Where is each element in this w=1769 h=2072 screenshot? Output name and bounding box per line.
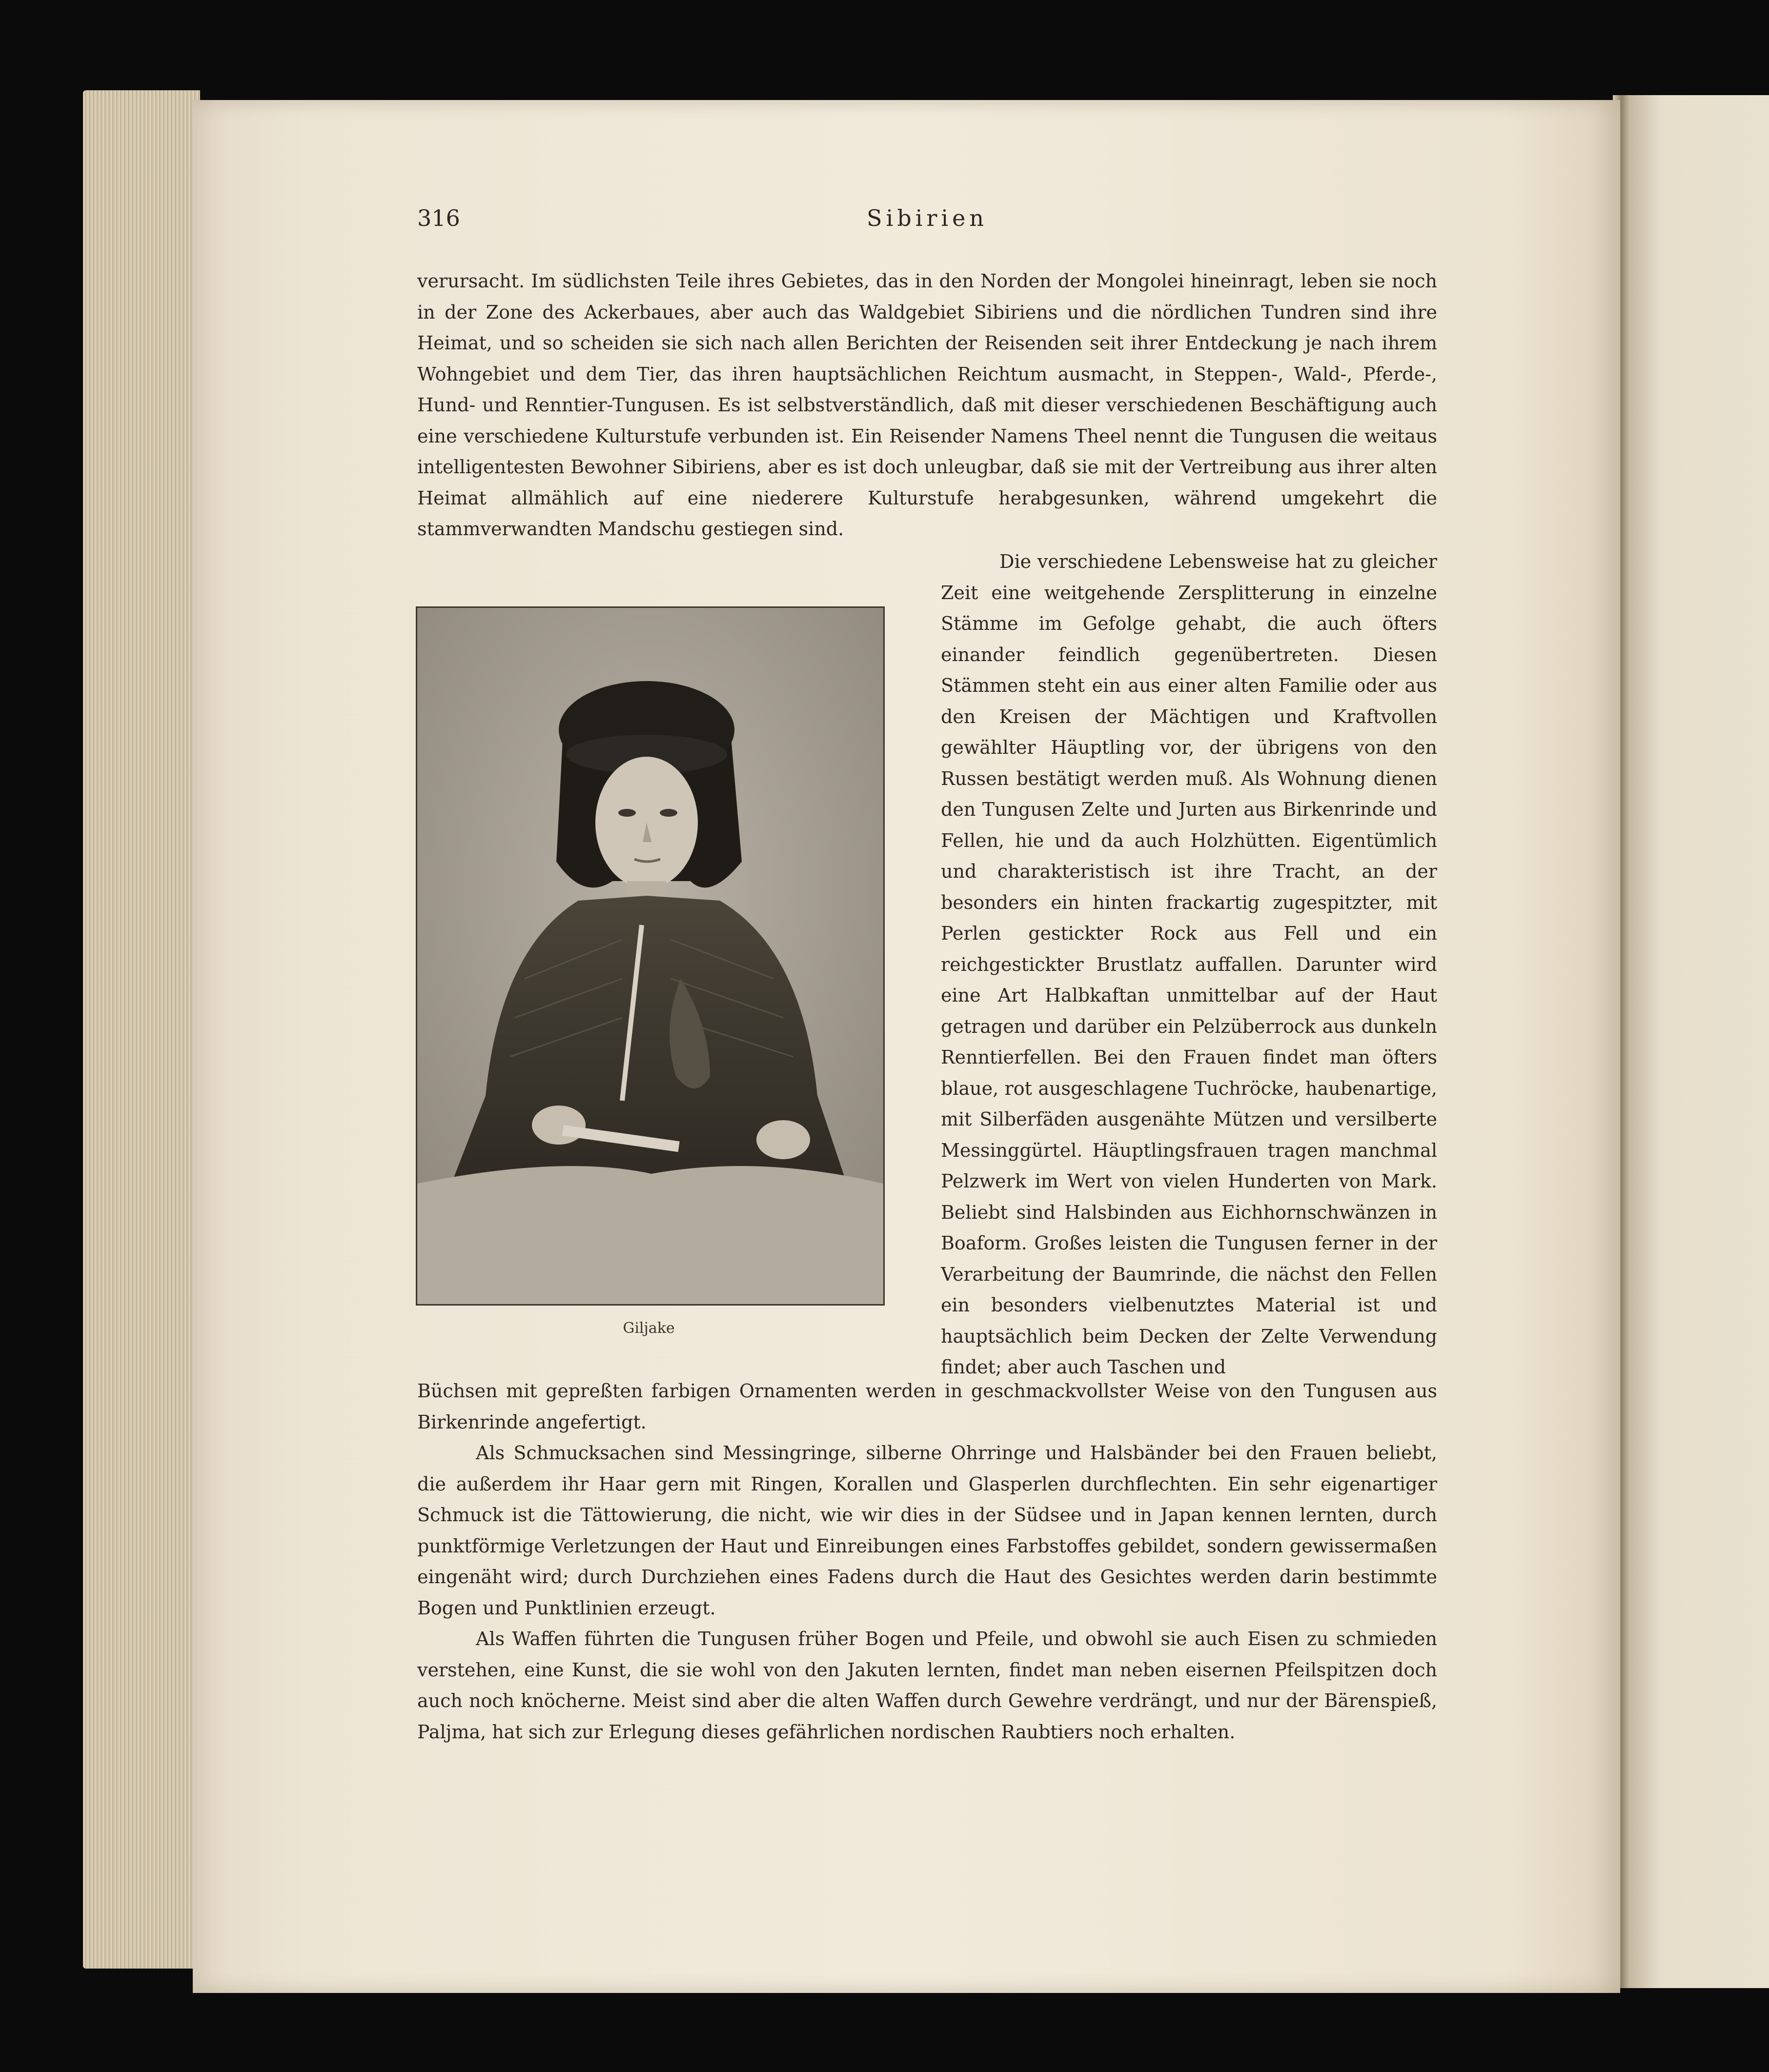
paragraph-4: Als Waffen führten die Tungusen früher Bogen und Pfeile, und obwohl sie auch Eisen zu schmieden verstehen, eine Kunst, die sie wohl von den Jakuten lernten, findet man neben eisernen Pfeilspitzen doch auch noch knöcherne. Meist sind aber die alten Waffen durch Gewehre verdrängt, und nur der Bärenspieß, Paljma, hat sich zur Erlegung dieses gefährlichen nordischen Raubtiers noch erhalten.: [417, 1628, 1437, 1743]
portrait-illustration: [417, 608, 883, 1304]
text-block-side: [941, 546, 1437, 1383]
text-block-bottom: [417, 1376, 1437, 1748]
portrait-photo: [416, 606, 885, 1306]
paragraph-2: Die verschiedene Lebensweise hat zu gleicher Zeit eine weitgehende Zersplitterung in einzelne Stämme im Gefolge gehabt, die auch öfters einander feindlich gegenübertreten. Diesen Stämmen steht ein aus einer alten Familie oder aus den Kreisen der Mächtigen und Kraftvollen gewählter Häuptling vor, der übrigens von den Russen bestätigt werden muß. Als Wohnung dienen den Tungusen Zelte und Jurten aus Birkenrinde und Fellen, hie und da auch Holzhütten. Eigentümlich und charakteristisch ist ihre Tracht, an der besonders ein hinten frackartig zugespitzter, mit Perlen gestickter Rock aus Fell und ein reichgestickter Brustlatz auffallen. Darunter wird eine Art Halbkaftan unmittelbar auf der Haut getragen und darüber ein Pelzüberrock aus dunkeln Renntierfellen. Bei den Frauen findet man öfters blaue, rot ausgeschlagene Tuchröcke, haubenartige, mit Silberfäden ausgenähte Mützen und versilberte Messinggürtel. Häuptlingsfrauen tragen manchmal Pelzwerk im Wert von vielen Hunderten von Mark. Beliebt sind Halsbinden aus Eichhornschwänzen in Boaform. Großes leisten die Tungusen ferner in der Verarbeitung der Baumrinde, die nächst den Fellen ein besonders vielbenutztes Material ist und hauptsächlich beim Decken der Zelte Verwendung findet; aber auch Taschen und: [941, 551, 1437, 1378]
running-title: Sibirien: [867, 205, 988, 231]
page-number: 316: [417, 205, 460, 231]
paragraph-2-end: Büchsen mit gepreßten farbigen Ornamenten werden in geschmackvollster Weise von den Tungusen aus Birkenrinde angefertigt.: [417, 1380, 1437, 1433]
paragraph-1: verursacht. Im südlichsten Teile ihres Gebietes, das in den Norden der Mongolei hineinragt, leben sie noch in der Zone des Ackerbaues, aber auch das Waldgebiet Sibiriens und die nördlichen Tundren sind ihre Heimat, und so scheiden sie sich nach allen Berichten der Reisenden seit ihrer Entdeckung je nach ihrem Wohngebiet und dem Tier, das ihren hauptsächlichen Reichtum ausmacht, in Steppen-, Wald-, Pferde-, Hund- und Renntier-Tungusen. Es ist selbstverständlich, daß mit dieser verschiedenen Beschäftigung auch eine verschiedene Kulturstufe verbunden ist. Ein Reisender Namens Theel nennt die Tungusen die weitaus intelligentesten Bewohner Sibiriens, aber es ist doch unleugbar, daß sie mit der Vertreibung aus ihrer alten Heimat allmählich auf eine niederere Kulturstufe herabgesunken, während umgekehrt die stammverwandten Mandschu gestiegen sind.: [417, 270, 1437, 540]
figure-caption: Giljake: [623, 1320, 675, 1337]
book-page-edges: [83, 90, 200, 1969]
facing-page: [1625, 95, 1769, 1988]
paragraph-3: Als Schmucksachen sind Messingringe, silberne Ohrringe und Halsbänder bei den Frauen beliebt, die außerdem ihr Haar gern mit Ringen, Korallen und Glasperlen durchflechten. Ein sehr eigenartiger Schmuck ist die Tättowierung, die nicht, wie wir dies in der Südsee und in Japan kennen lernten, durch punktförmige Verletzungen der Haut und Einreibungen eines Farbstoffes gebildet, sondern gewissermaßen eingenäht wird; durch Durchziehen eines Fadens durch die Haut des Gesichtes werden darin bestimmte Bogen und Punktlinien erzeugt.: [417, 1442, 1437, 1619]
page-header: [417, 205, 1437, 239]
text-block-top: [417, 266, 1437, 545]
